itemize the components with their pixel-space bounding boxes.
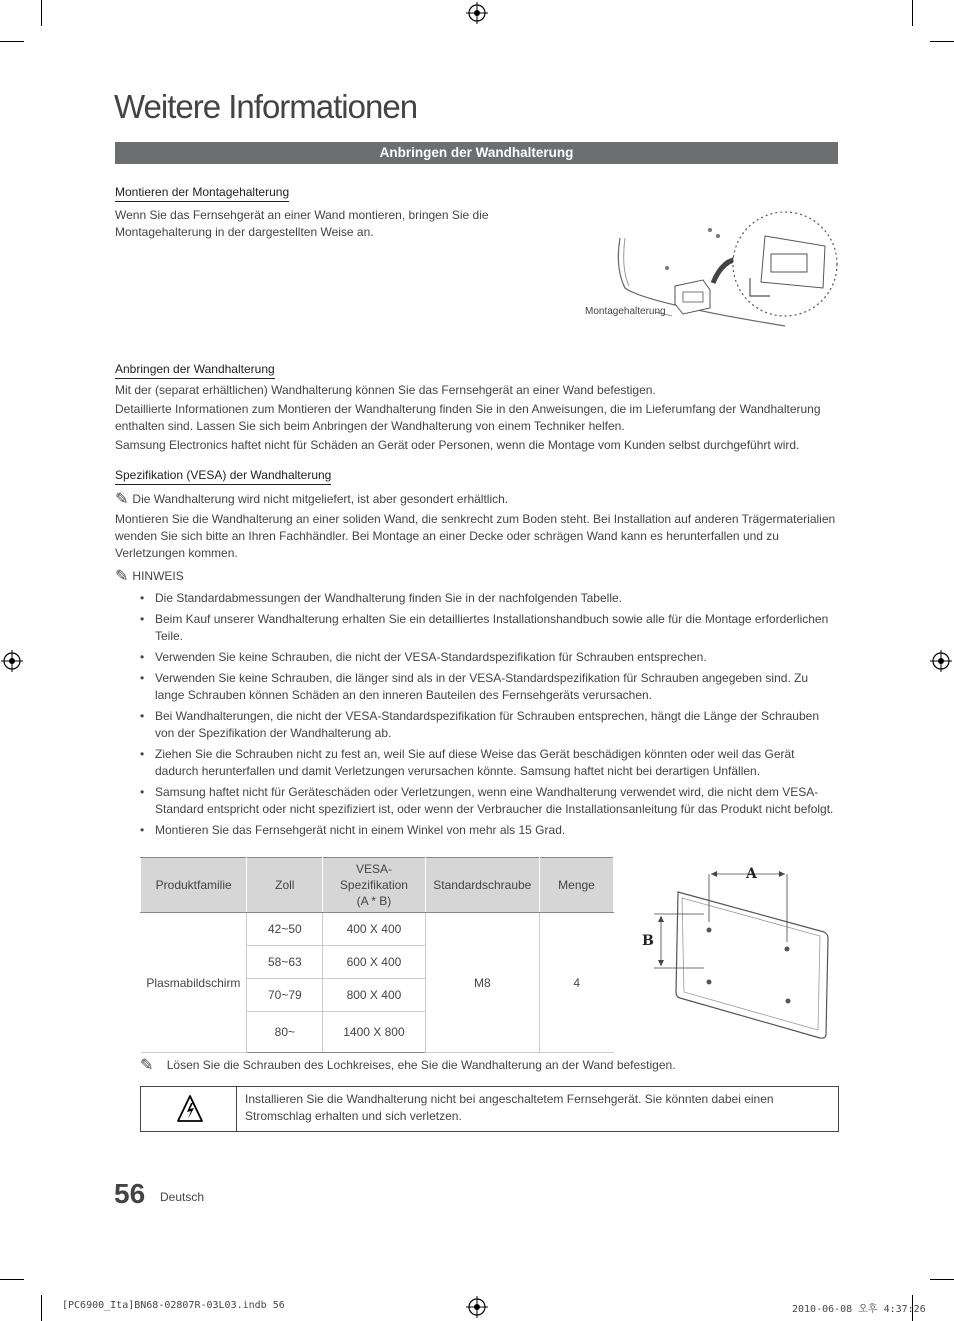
col-header-screw: Standardschraube: [425, 858, 539, 913]
cell-vesa: 1400 X 800: [323, 1012, 425, 1053]
cell-family: Plasmabildschirm: [141, 913, 247, 1053]
list-item: • Bei Wandhalterungen, die nicht der VESA-Standardspezifikation für Schrauben entsprechen, hängt die Länge der Schrauben von der Spezifikation der Wandhalterung ab.: [140, 708, 840, 742]
vesa-text: Montieren Sie die Wandhalterung an einer soliden Wand, die senkrecht zum Boden steht. Bei Installation auf anderen Trägermaterialien wenden Sie sich bitte an Ihren Fachhändler. Bei Montage an einer Decke oder schrägen Wand kann es herunterfallen und zu Verletzungen kommen.: [115, 512, 836, 560]
cell-inch: 42~50: [247, 913, 323, 946]
crop-mark: [912, 0, 913, 26]
wandhalterung-p1: Mit der (separat erhältlichen) Wandhalterung können Sie das Fernsehgerät an einer Wand befestigen.: [115, 383, 656, 397]
montage-figure-label: Montagehalterung: [585, 306, 666, 317]
page-number: 56: [114, 1178, 146, 1209]
cell-screw: M8: [425, 913, 539, 1053]
cell-inch: 80~: [247, 1012, 323, 1053]
wandhalterung-p3: Samsung Electronics haftet nicht für Schäden an Gerät oder Personen, wenn die Montage vom Kunden selbst durchgeführt wird.: [115, 438, 800, 452]
print-file-info: [PC6900_Ita]BN68-02807R-03L03.indb 56: [62, 1300, 285, 1311]
page-title: Weitere Informationen: [114, 88, 418, 125]
col-header-vesa-line: Spezifikation: [339, 878, 408, 892]
crop-mark: [0, 1279, 24, 1280]
montage-heading: Montieren der Montagehalterung: [115, 185, 289, 202]
vesa-section: [115, 466, 331, 485]
warning-text: Installieren Sie die Wandhalterung nicht bei angeschaltetem Fernsehgerät. Sie könnten dabei einen Stromschlag erhalten und sich verletzen.: [245, 1092, 774, 1123]
hinweis-list: [140, 590, 840, 843]
note-pencil-icon: ✎: [115, 568, 129, 585]
after-table-note: [140, 1057, 840, 1074]
col-header-inch: Zoll: [247, 858, 323, 913]
hinweis: [115, 568, 184, 585]
cell-inch: 58~63: [247, 946, 323, 979]
crop-mark: [41, 0, 42, 26]
wandhalterung-body: [115, 382, 840, 454]
col-header-vesa-line: (A * B): [356, 894, 392, 908]
table-row: [141, 913, 614, 946]
wandhalterung-section: [115, 360, 275, 379]
list-item: • Beim Kauf unserer Wandhalterung erhalten Sie ein detailliertes Installationshandbuch sowie alle für die Montage erforderlichen Teile.: [140, 611, 840, 645]
registration-mark-icon: [930, 650, 952, 672]
note-pencil-icon: ✎: [115, 491, 129, 508]
list-item: • Verwenden Sie keine Schrauben, die länger sind als in der VESA-Standardspezifikation für Schrauben angegeben sind. Zu lange Schrauben können Schäden an den inneren Bauteilen des Fernsehgeräts verursachen.: [140, 670, 840, 704]
crop-mark: [930, 1279, 954, 1280]
table-header-row: [141, 858, 614, 913]
warning-icon-cell: [141, 1087, 237, 1131]
figure-label-b: B: [642, 933, 654, 949]
montage-text: Wenn Sie das Fernsehgerät an einer Wand montieren, bringen Sie die Montagehalterung in der dargestellten Weise an.: [115, 208, 489, 239]
col-header-vesa: [323, 858, 425, 913]
crop-mark: [0, 41, 24, 42]
note-pencil-icon: ✎: [140, 1057, 154, 1074]
page-language: Deutsch: [160, 1190, 205, 1204]
cell-vesa: 600 X 400: [323, 946, 425, 979]
list-item: • Ziehen Sie die Schrauben nicht zu fest an, weil Sie auf diese Weise das Gerät beschädigen könnten oder weil das Gerät dadurch herunterfallen und damit Verletzungen verursachen könnte. Samsung haftet nicht bei derartigen Unfällen.: [140, 746, 840, 780]
col-header-family: Produktfamilie: [141, 858, 247, 913]
registration-mark-icon: [466, 1296, 488, 1318]
tv-back-vesa-illustration: [636, 862, 836, 1044]
hinweis-label: HINWEIS: [132, 569, 184, 583]
cell-vesa: 800 X 400: [323, 979, 425, 1012]
cell-qty: 4: [540, 913, 614, 1053]
list-item: • Montieren Sie das Fernsehgerät nicht in einem Winkel von mehr als 15 Grad.: [140, 822, 840, 839]
list-item: • Die Standardabmessungen der Wandhalterung finden Sie in der nachfolgenden Tabelle.: [140, 590, 840, 607]
list-item: • Samsung haftet nicht für Geräteschäden oder Verletzungen, wenn eine Wandhalterung verwendet wird, die nicht dem VESA-Standard entspricht oder nicht spezifiziert ist, oder wenn der Verbraucher die Installationsanleitung für das Produkt nicht befolgt.: [140, 784, 840, 818]
col-header-qty: Menge: [540, 858, 614, 913]
cell-vesa: 400 X 400: [323, 913, 425, 946]
registration-mark-icon: [466, 2, 488, 24]
wandhalterung-heading: Anbringen der Wandhalterung: [115, 362, 275, 379]
warning-box: [140, 1086, 839, 1132]
vesa-note-text: Die Wandhalterung wird nicht mitgeliefert, ist aber gesondert erhältlich.: [132, 492, 509, 506]
list-item: • Verwenden Sie keine Schrauben, die nicht der VESA-Standardspezifikation für Schrauben entsprechen.: [140, 649, 840, 666]
col-header-vesa-line: VESA-: [355, 862, 392, 876]
vesa-note: [115, 491, 840, 508]
print-timestamp: 2010-06-08 오후 4:37:26: [792, 1304, 926, 1315]
electric-shock-warning-icon: [177, 1095, 203, 1123]
figure-label-a: A: [746, 866, 757, 882]
crop-mark: [41, 1295, 42, 1321]
vesa-spec-table: [140, 857, 614, 1053]
after-table-note-text: Lösen Sie die Schrauben des Lochkreises, ehe Sie die Wandhalterung an der Wand befestigen.: [166, 1058, 676, 1072]
section-header: Anbringen der Wandhalterung: [115, 142, 838, 164]
registration-mark-icon: [1, 650, 23, 672]
cell-inch: 70~79: [247, 979, 323, 1012]
montage-section: [115, 183, 289, 202]
wandhalterung-p2: Detaillierte Informationen zum Montieren der Wandhalterung finden Sie in den Anweisungen, die im Lieferumfang der Wandhalterung enthalten sind. Lassen Sie sich beim Anbringen der Wandhalterung von einem Techniker helfen.: [115, 402, 821, 433]
crop-mark: [930, 41, 954, 42]
vesa-heading: Spezifikation (VESA) der Wandhalterung: [115, 468, 331, 485]
